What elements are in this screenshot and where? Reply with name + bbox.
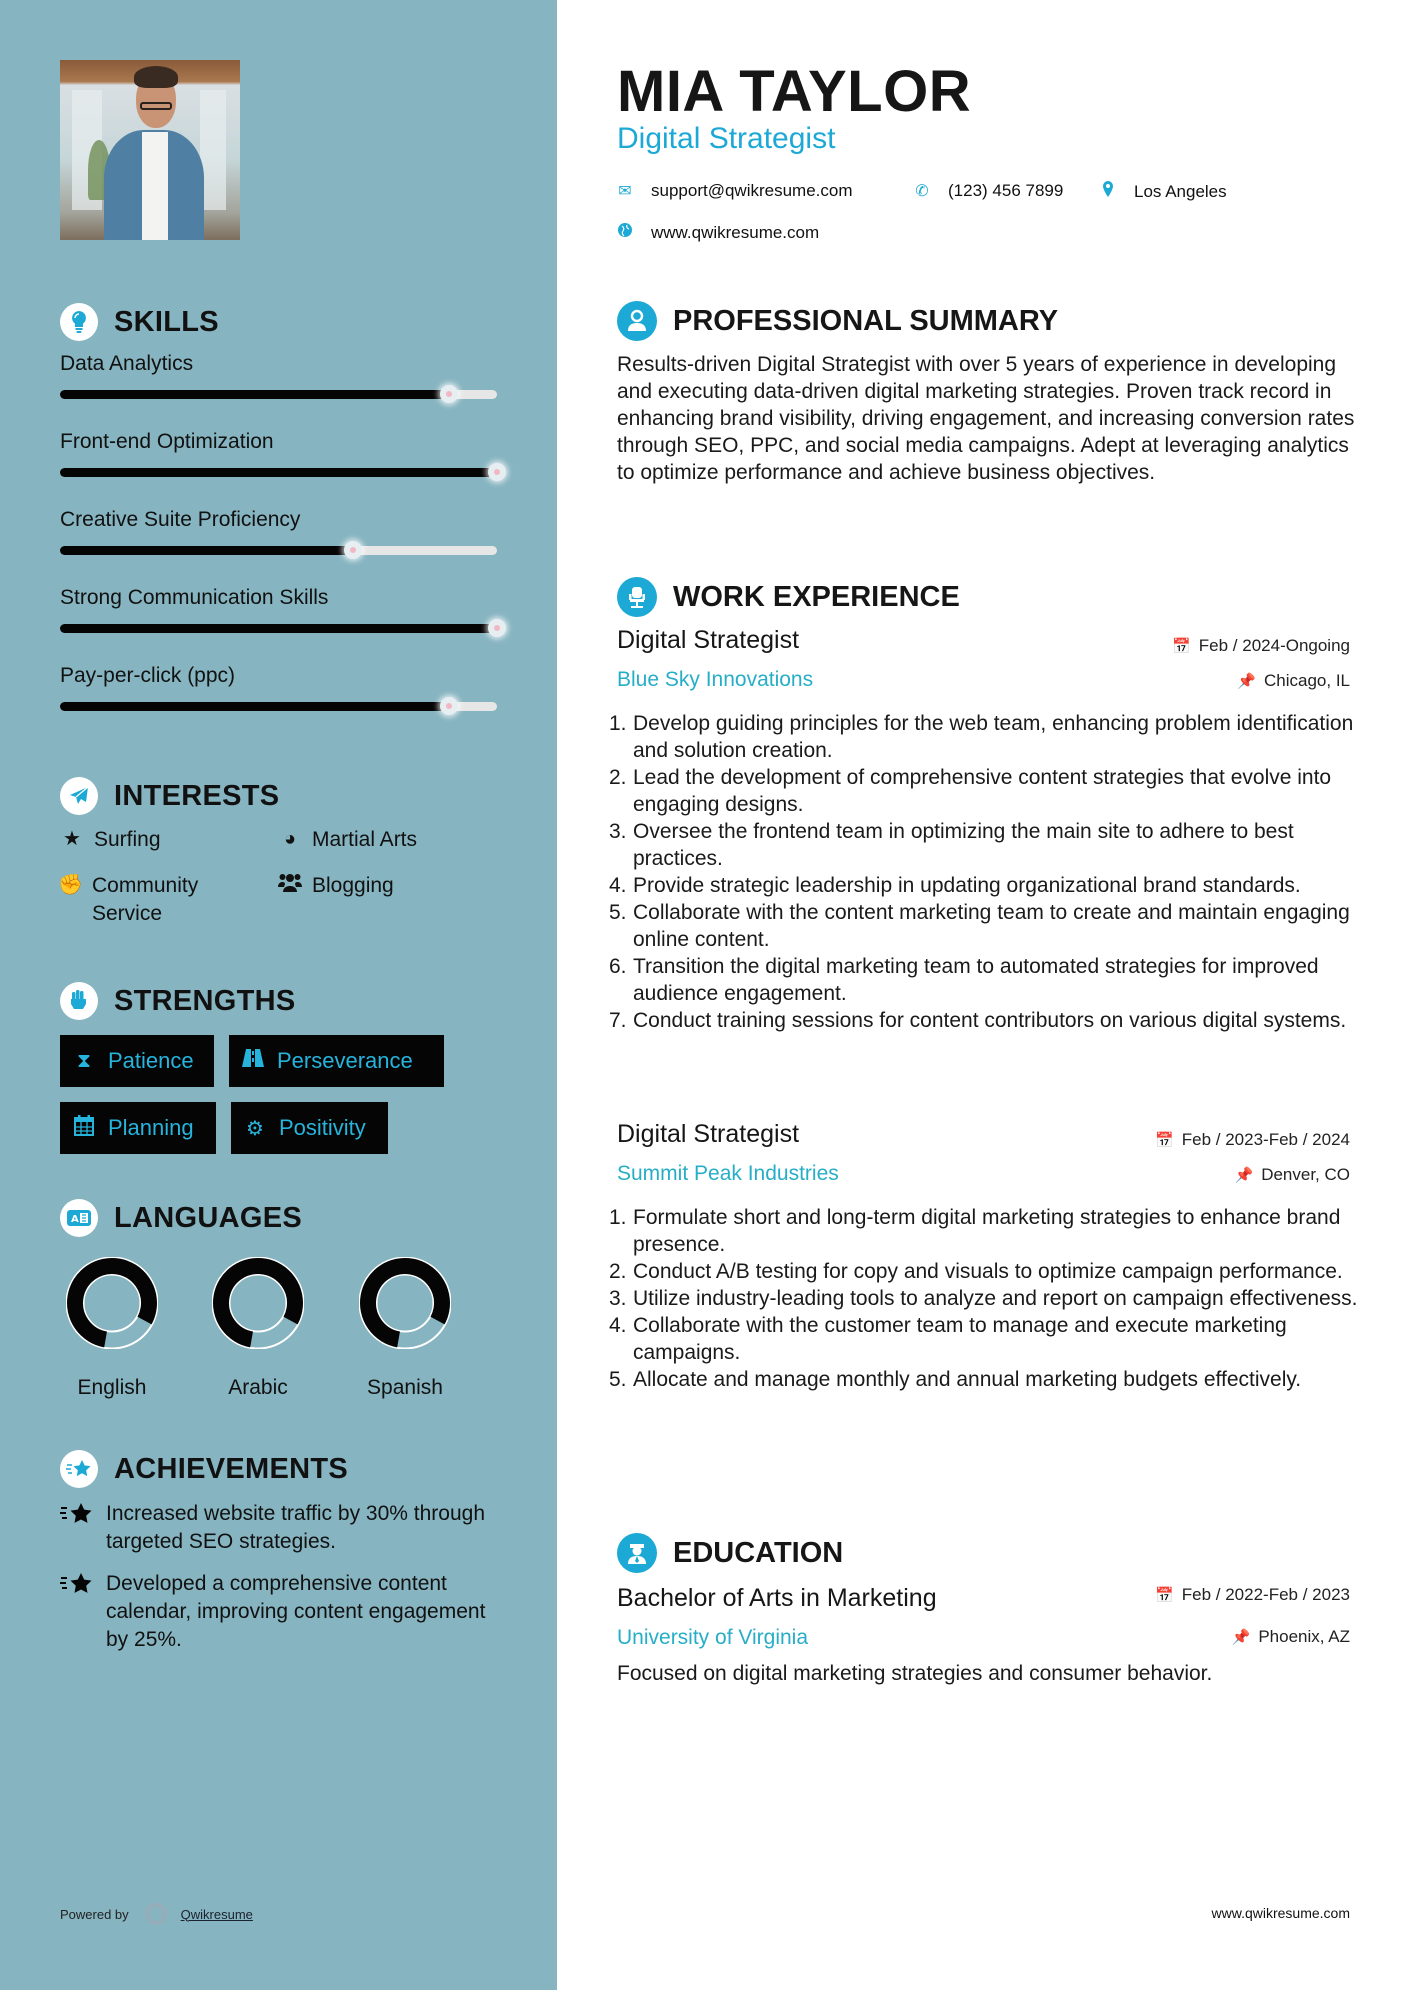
education-title: EDUCATION	[673, 1536, 844, 1569]
phone-icon: ✆	[915, 183, 929, 200]
bullet-item: 6. Transition the digital marketing team to automated strategies for improved audience engagement.	[609, 955, 1319, 1005]
school-name: University of Virginia	[617, 1626, 809, 1649]
skill-label: Creative Suite Proficiency	[60, 508, 301, 531]
globe-icon: ◕	[283, 828, 297, 850]
achievement-item: Developed a comprehensive content calendar, improving content engagement by 25%.	[60, 1570, 500, 1654]
skill-label: Front-end Optimization	[60, 430, 274, 453]
summary-heading	[617, 301, 1058, 341]
language-label: English	[77, 1376, 147, 1399]
strengths-title: STRENGTHS	[114, 984, 296, 1017]
job-bullets	[609, 710, 1369, 1034]
paper-plane-icon	[60, 777, 98, 815]
work-heading	[617, 577, 960, 617]
powered-by: Powered by Qwikresume	[60, 1903, 253, 1925]
job-location: 📌 Denver, CO	[1234, 1165, 1350, 1184]
contact-phone[interactable]: ✆ (123) 456 7899	[915, 181, 1064, 200]
job-title: Digital Strategist	[617, 626, 800, 654]
skill-slider[interactable]	[60, 468, 497, 477]
shooting-star-icon	[60, 1450, 98, 1488]
bullet-item: 4. Collaborate with the customer team to manage and execute marketing campaigns.	[609, 1314, 1287, 1364]
hand-fist-icon: ✊	[58, 874, 83, 896]
footer-website-link[interactable]: www.qwikresume.com	[1211, 1905, 1350, 1921]
work-title: WORK EXPERIENCE	[673, 580, 960, 613]
star-icon: ★	[63, 828, 81, 850]
bullet-item: 4. Provide strategic leadership in updating organizational brand standards.	[609, 874, 1301, 897]
candidate-name: MIA TAYLOR	[617, 59, 972, 124]
summary-text: Results-driven Digital Strategist with over 5 years of experience in developing and executing data-driven digital marketing strategies. Proven track record in enhancing brand visibility, driving engagement, and increasing conversion rates through SEO, PPC, and social media campaigns. Adept at leveraging analytics to optimize performance and achieve business objectives.	[617, 353, 1355, 484]
job-company: Blue Sky Innovations	[617, 668, 814, 691]
job-date: 📅 Feb / 2024-Ongoing	[1172, 636, 1350, 655]
language-label: Arabic	[228, 1376, 288, 1399]
education-description: Focused on digital marketing strategies and consumer behavior.	[617, 1662, 1213, 1685]
calendar-icon: 📅	[1155, 1587, 1174, 1604]
skill-label: Strong Communication Skills	[60, 586, 329, 609]
user-icon	[617, 301, 657, 341]
graduate-icon	[617, 1533, 657, 1573]
bullet-item: 5. Collaborate with the content marketing team to create and maintain engaging online content.	[609, 901, 1350, 951]
bullet-item: 3. Oversee the frontend team in optimizing the main site to adhere to best practices.	[609, 820, 1294, 870]
contact-website[interactable]: www.qwikresume.com	[617, 222, 819, 243]
languages-heading	[60, 1199, 302, 1237]
lightbulb-icon	[60, 303, 98, 341]
skill-item	[60, 586, 497, 610]
pushpin-icon: 📌	[1231, 1629, 1251, 1646]
hourglass-icon: ⧗	[76, 1049, 92, 1072]
pushpin-icon: 📌	[1237, 673, 1256, 690]
strengths-heading	[60, 982, 296, 1020]
skills-title: SKILLS	[114, 305, 219, 338]
strength-badge: ⚙ Positivity	[231, 1102, 388, 1154]
skill-item	[60, 352, 497, 376]
skill-item	[60, 664, 497, 688]
skill-label: Data Analytics	[60, 352, 194, 375]
language-icon	[60, 1199, 98, 1237]
globe-icon	[617, 222, 633, 243]
interest-item: ✊ Community Service	[58, 874, 199, 925]
achievements-title: ACHIEVEMENTS	[114, 1452, 349, 1485]
interests-heading	[60, 777, 279, 815]
language-ring-chart	[359, 1257, 451, 1349]
sun-icon: ⚙	[246, 1117, 264, 1140]
shooting-star-icon	[60, 1570, 94, 1654]
skill-item	[60, 430, 497, 454]
interest-item: ★ Surfing	[60, 826, 161, 854]
language-ring-chart	[212, 1257, 304, 1349]
map-pin-icon	[1100, 181, 1116, 202]
education-heading	[617, 1533, 843, 1573]
skills-heading	[60, 303, 219, 341]
strength-badge: Perseverance	[229, 1035, 444, 1087]
calendar-icon: 📅	[1172, 638, 1191, 655]
skill-slider[interactable]	[60, 702, 497, 711]
education-location: 📌 Phoenix, AZ	[1231, 1627, 1350, 1646]
language-item	[47, 1257, 177, 1400]
pushpin-icon: 📌	[1234, 1167, 1254, 1184]
calendar-icon	[72, 1114, 96, 1142]
achievements-heading	[60, 1450, 348, 1488]
road-icon	[241, 1048, 265, 1074]
language-ring-chart	[66, 1257, 158, 1349]
achievement-item: Increased website traffic by 30% through targeted SEO strategies.	[60, 1500, 500, 1556]
bullet-item: 1. Develop guiding principles for the web team, enhancing problem identification and solution creation.	[609, 712, 1354, 762]
job-location: 📌 Chicago, IL	[1237, 671, 1350, 690]
skill-slider[interactable]	[60, 390, 497, 399]
job-company: Summit Peak Industries	[617, 1162, 839, 1185]
job-date: 📅 Feb / 2023-Feb / 2024	[1155, 1130, 1350, 1149]
users-icon	[278, 872, 302, 899]
languages-title: LANGUAGES	[114, 1201, 302, 1234]
bullet-item: 2. Conduct A/B testing for copy and visuals to optimize campaign performance.	[609, 1260, 1343, 1283]
skill-item	[60, 508, 497, 532]
strength-badge: Planning	[60, 1102, 216, 1154]
bullet-item: 2. Lead the development of comprehensive content strategies that evolve into engaging designs.	[609, 766, 1332, 816]
interest-item: Blogging	[278, 872, 394, 900]
skill-slider[interactable]	[60, 546, 497, 555]
bullet-item: 3. Utilize industry-leading tools to analyze and report on campaign effectiveness.	[609, 1287, 1358, 1310]
strength-badge: ⧗ Patience	[60, 1035, 214, 1087]
qwikresume-logo-icon	[145, 1903, 167, 1925]
svg-text:A: A	[71, 1214, 79, 1225]
contact-email[interactable]: ✉ support@qwikresume.com	[618, 181, 853, 200]
bullet-item: 1. Formulate short and long-term digital marketing strategies to enhance brand presence.	[609, 1206, 1341, 1256]
language-label: Spanish	[367, 1376, 443, 1399]
shooting-star-icon	[60, 1500, 94, 1556]
sidebar	[0, 0, 557, 1990]
main-content	[557, 0, 1407, 1990]
bullet-item: 7. Conduct training sessions for content contributors on various digital systems.	[609, 1009, 1347, 1032]
interests-title: INTERESTS	[114, 779, 280, 812]
job-bullets	[609, 1204, 1369, 1393]
candidate-role: Digital Strategist	[617, 122, 836, 155]
education-date: 📅 Feb / 2022-Feb / 2023	[1155, 1585, 1350, 1604]
skill-slider[interactable]	[60, 624, 497, 633]
interest-item: ◕ Martial Arts	[278, 826, 417, 854]
summary-title: PROFESSIONAL SUMMARY	[673, 304, 1059, 337]
skill-label: Pay-per-click (ppc)	[60, 664, 236, 687]
contact-location: Los Angeles	[1100, 181, 1227, 202]
calendar-icon: 📅	[1155, 1132, 1174, 1149]
bullet-item: 5. Allocate and manage monthly and annual marketing budgets effectively.	[609, 1368, 1302, 1391]
language-item	[193, 1257, 323, 1400]
raised-fist-icon	[60, 982, 98, 1020]
language-item	[340, 1257, 470, 1400]
job-title: Digital Strategist	[617, 1120, 800, 1148]
degree-title: Bachelor of Arts in Marketing	[617, 1584, 937, 1612]
qwikresume-link[interactable]: Qwikresume	[180, 1906, 253, 1922]
envelope-icon: ✉	[618, 183, 632, 200]
office-chair-icon	[617, 577, 657, 617]
profile-photo	[60, 60, 240, 240]
